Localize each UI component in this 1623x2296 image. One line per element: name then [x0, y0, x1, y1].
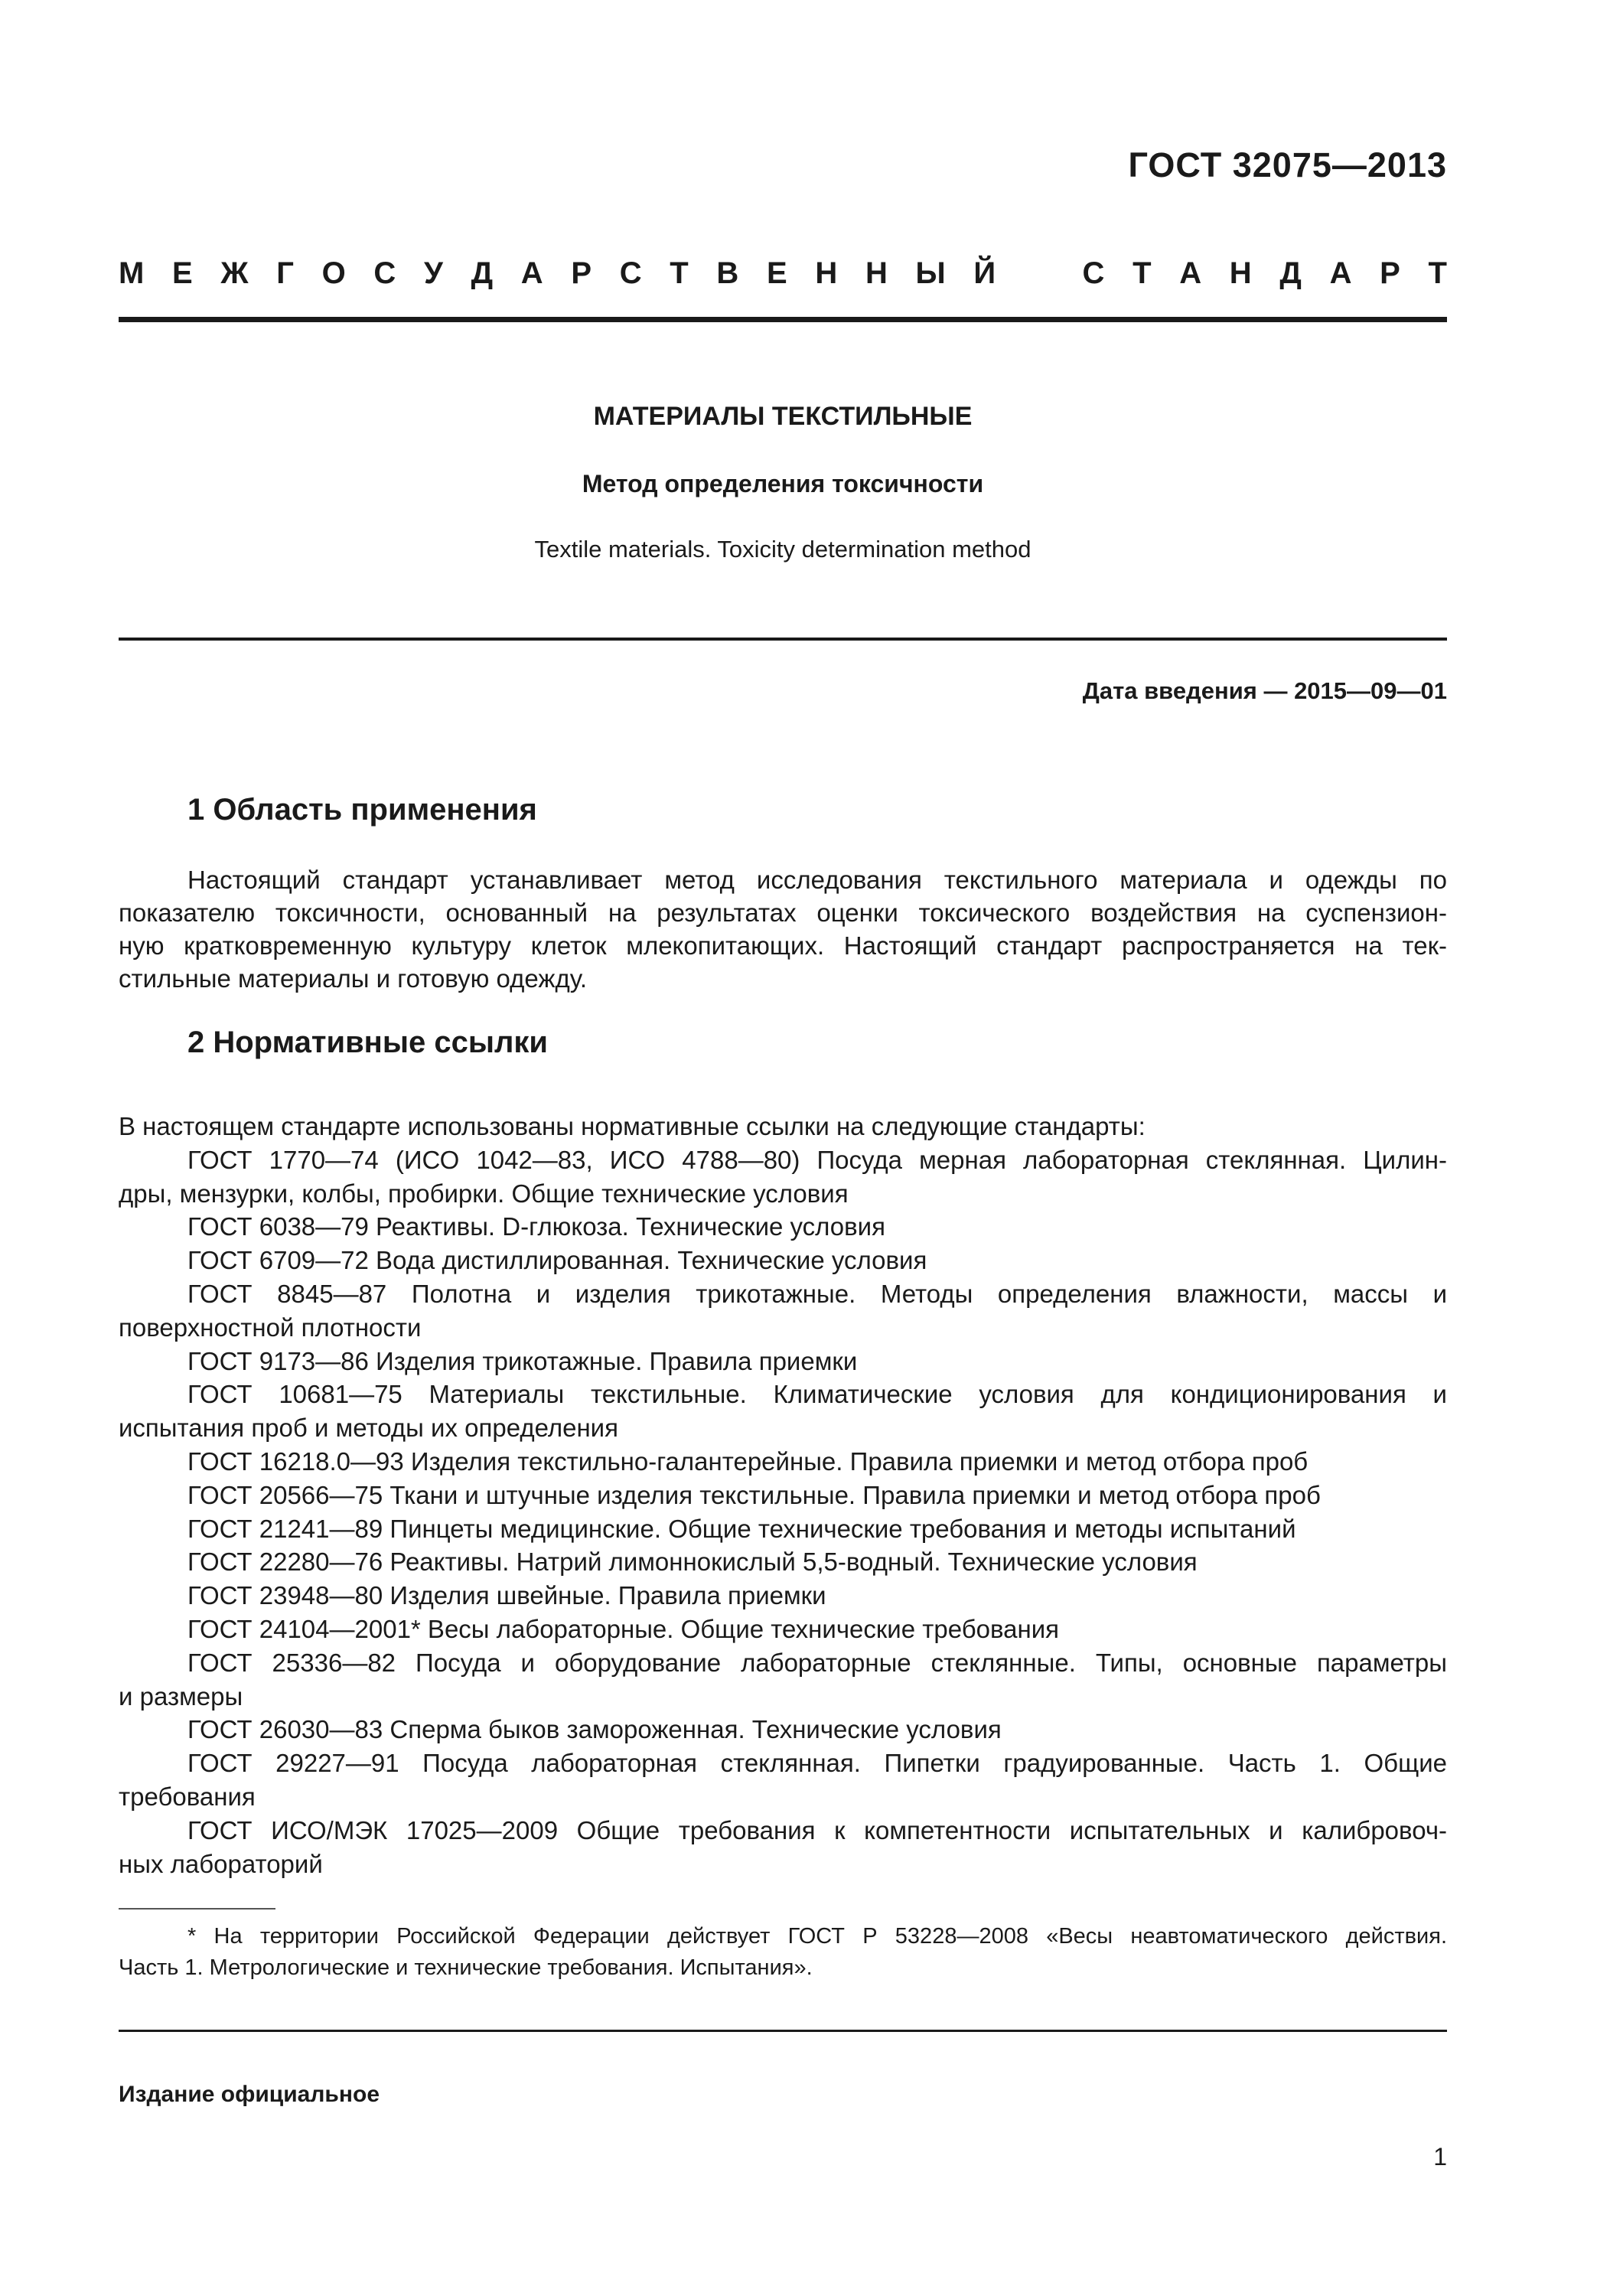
- footnote-separator: [119, 1908, 275, 1910]
- title-subtitle: Метод определения токсичности: [582, 470, 984, 497]
- banner-letter: Р: [1380, 256, 1400, 290]
- banner-letter: В: [716, 256, 739, 290]
- document-page: [119, 0, 1447, 2296]
- banner-letter: Е: [172, 256, 193, 290]
- banner-letter: С: [619, 256, 642, 290]
- document-number: ГОСТ 32075—2013: [1128, 145, 1447, 184]
- reference-line: ных лабораторий: [119, 1849, 323, 1878]
- reference-line: В настоящем стандарте использованы нормативные ссылки на следующие стандарты:: [119, 1112, 1146, 1140]
- banner-letter: О: [321, 256, 346, 290]
- reference-line: ГОСТ 26030—83 Сперма быков замороженная. Технические условия: [187, 1715, 1002, 1744]
- section-2-references: [119, 1110, 1447, 1880]
- section-1-line: стильные материалы и готовую одежду.: [119, 964, 588, 993]
- banner-letter: Н: [865, 256, 888, 290]
- reference-line: ГОСТ ИСО/МЭК 17025—2009 Общие требования к компетентности испытательных и калибровоч-: [187, 1815, 1447, 1844]
- banner-letter: С: [373, 256, 396, 290]
- banner-letter: А: [1329, 256, 1352, 290]
- reference-line: ГОСТ 6709—72 Вода дистиллированная. Технические условия: [187, 1246, 927, 1275]
- banner-letter: Е: [767, 256, 787, 290]
- header-rule: [119, 317, 1447, 322]
- title-main: МАТЕРИАЛЫ ТЕКСТИЛЬНЫЕ: [593, 402, 973, 431]
- standard-type-banner: [119, 256, 1447, 291]
- banner-letter: С: [1082, 256, 1105, 290]
- section-1-line: Настоящий стандарт устанавливает метод исследования текстильного материала и одежды по: [187, 866, 1447, 894]
- reference-line: ГОСТ 6038—79 Реактивы. D-глюкоза. Технические условия: [187, 1212, 885, 1241]
- reference-line: ГОСТ 20566—75 Ткани и штучные изделия текстильные. Правила приемки и метод отбора проб: [187, 1480, 1321, 1509]
- footer-rule: [119, 2030, 1447, 2032]
- reference-line: ГОСТ 23948—80 Изделия швейные. Правила приемки: [187, 1581, 826, 1610]
- reference-line: ГОСТ 10681—75 Материалы текстильные. Климатические условия для кондиционирования и: [187, 1380, 1447, 1409]
- title-english: Textile materials. Toxicity determination method: [534, 536, 1031, 563]
- section-2-heading: 2 Нормативные ссылки: [187, 1026, 549, 1059]
- footnote: [119, 1921, 1447, 1984]
- banner-letter: Й: [973, 256, 996, 290]
- reference-line: ГОСТ 21241—89 Пинцеты медицинские. Общие технические требования и методы испытаний: [187, 1514, 1296, 1543]
- reference-line: ГОСТ 8845—87 Полотна и изделия трикотажные. Методы определения влажности, массы и: [187, 1279, 1447, 1308]
- banner-word-gap: [1024, 256, 1054, 291]
- official-edition-label: Издание официальное: [119, 2082, 380, 2107]
- banner-letter: А: [1179, 256, 1202, 290]
- reference-line: ГОСТ 29227—91 Посуда лабораторная стеклянная. Пипетки градуированные. Часть 1. Общие: [187, 1749, 1447, 1778]
- title-rule: [119, 638, 1447, 641]
- reference-line: ГОСТ 9173—86 Изделия трикотажные. Правила приемки: [187, 1346, 858, 1375]
- reference-line: ГОСТ 1770—74 (ИСО 1042—83, ИСО 4788—80) Посуда мерная лабораторная стеклянная. Цилин-: [187, 1145, 1447, 1174]
- banner-letter: Ы: [915, 256, 946, 290]
- section-1-line: ную кратковременную культуру клеток млекопитающих. Настоящий стандарт распространяется на тек-: [119, 931, 1447, 960]
- footnote-line: Часть 1. Метрологические и технические требования. Испытания».: [119, 1955, 813, 1980]
- reference-line: ГОСТ 24104—2001* Весы лабораторные. Общие технические требования: [187, 1614, 1059, 1643]
- section-1-line: показателю токсичности, основанный на результатах оценки токсического воздействия на суспензион-: [119, 899, 1447, 927]
- section-1-body: [119, 863, 1447, 995]
- reference-line: ГОСТ 22280—76 Реактивы. Натрий лимоннокислый 5,5-водный. Технические условия: [187, 1548, 1198, 1577]
- reference-line: требования: [119, 1782, 256, 1811]
- reference-line: испытания проб и методы их определения: [119, 1414, 618, 1443]
- banner-letter: У: [424, 256, 443, 290]
- introduction-date: Дата введения — 2015—09—01: [1082, 677, 1447, 704]
- banner-letter: Т: [1428, 256, 1447, 290]
- banner-letter: Т: [1133, 256, 1152, 290]
- banner-letter: Н: [815, 256, 838, 290]
- reference-line: ГОСТ 16218.0—93 Изделия текстильно-галантерейные. Правила приемки и метод отбора проб: [187, 1446, 1309, 1476]
- reference-line: и размеры: [119, 1681, 243, 1711]
- banner-letter: Т: [670, 256, 689, 290]
- banner-letter: Д: [1279, 256, 1302, 290]
- banner-letter: Г: [276, 256, 294, 290]
- reference-line: ГОСТ 25336—82 Посуда и оборудование лабораторные стеклянные. Типы, основные параметры: [187, 1648, 1447, 1677]
- banner-letter: Д: [471, 256, 494, 290]
- banner-letter: Ж: [220, 256, 249, 290]
- banner-letter: М: [119, 256, 145, 290]
- reference-line: поверхностной плотности: [119, 1313, 422, 1342]
- banner-letter: Н: [1229, 256, 1252, 290]
- banner-letter: А: [520, 256, 543, 290]
- reference-line: дры, мензурки, колбы, пробирки. Общие технические условия: [119, 1179, 849, 1208]
- footnote-line: * На территории Российской Федерации действует ГОСТ Р 53228—2008 «Весы неавтоматического действия.: [187, 1924, 1447, 1949]
- banner-letter: Р: [571, 256, 592, 290]
- section-1-heading: 1 Область применения: [187, 793, 537, 827]
- page-number: 1: [1433, 2143, 1447, 2170]
